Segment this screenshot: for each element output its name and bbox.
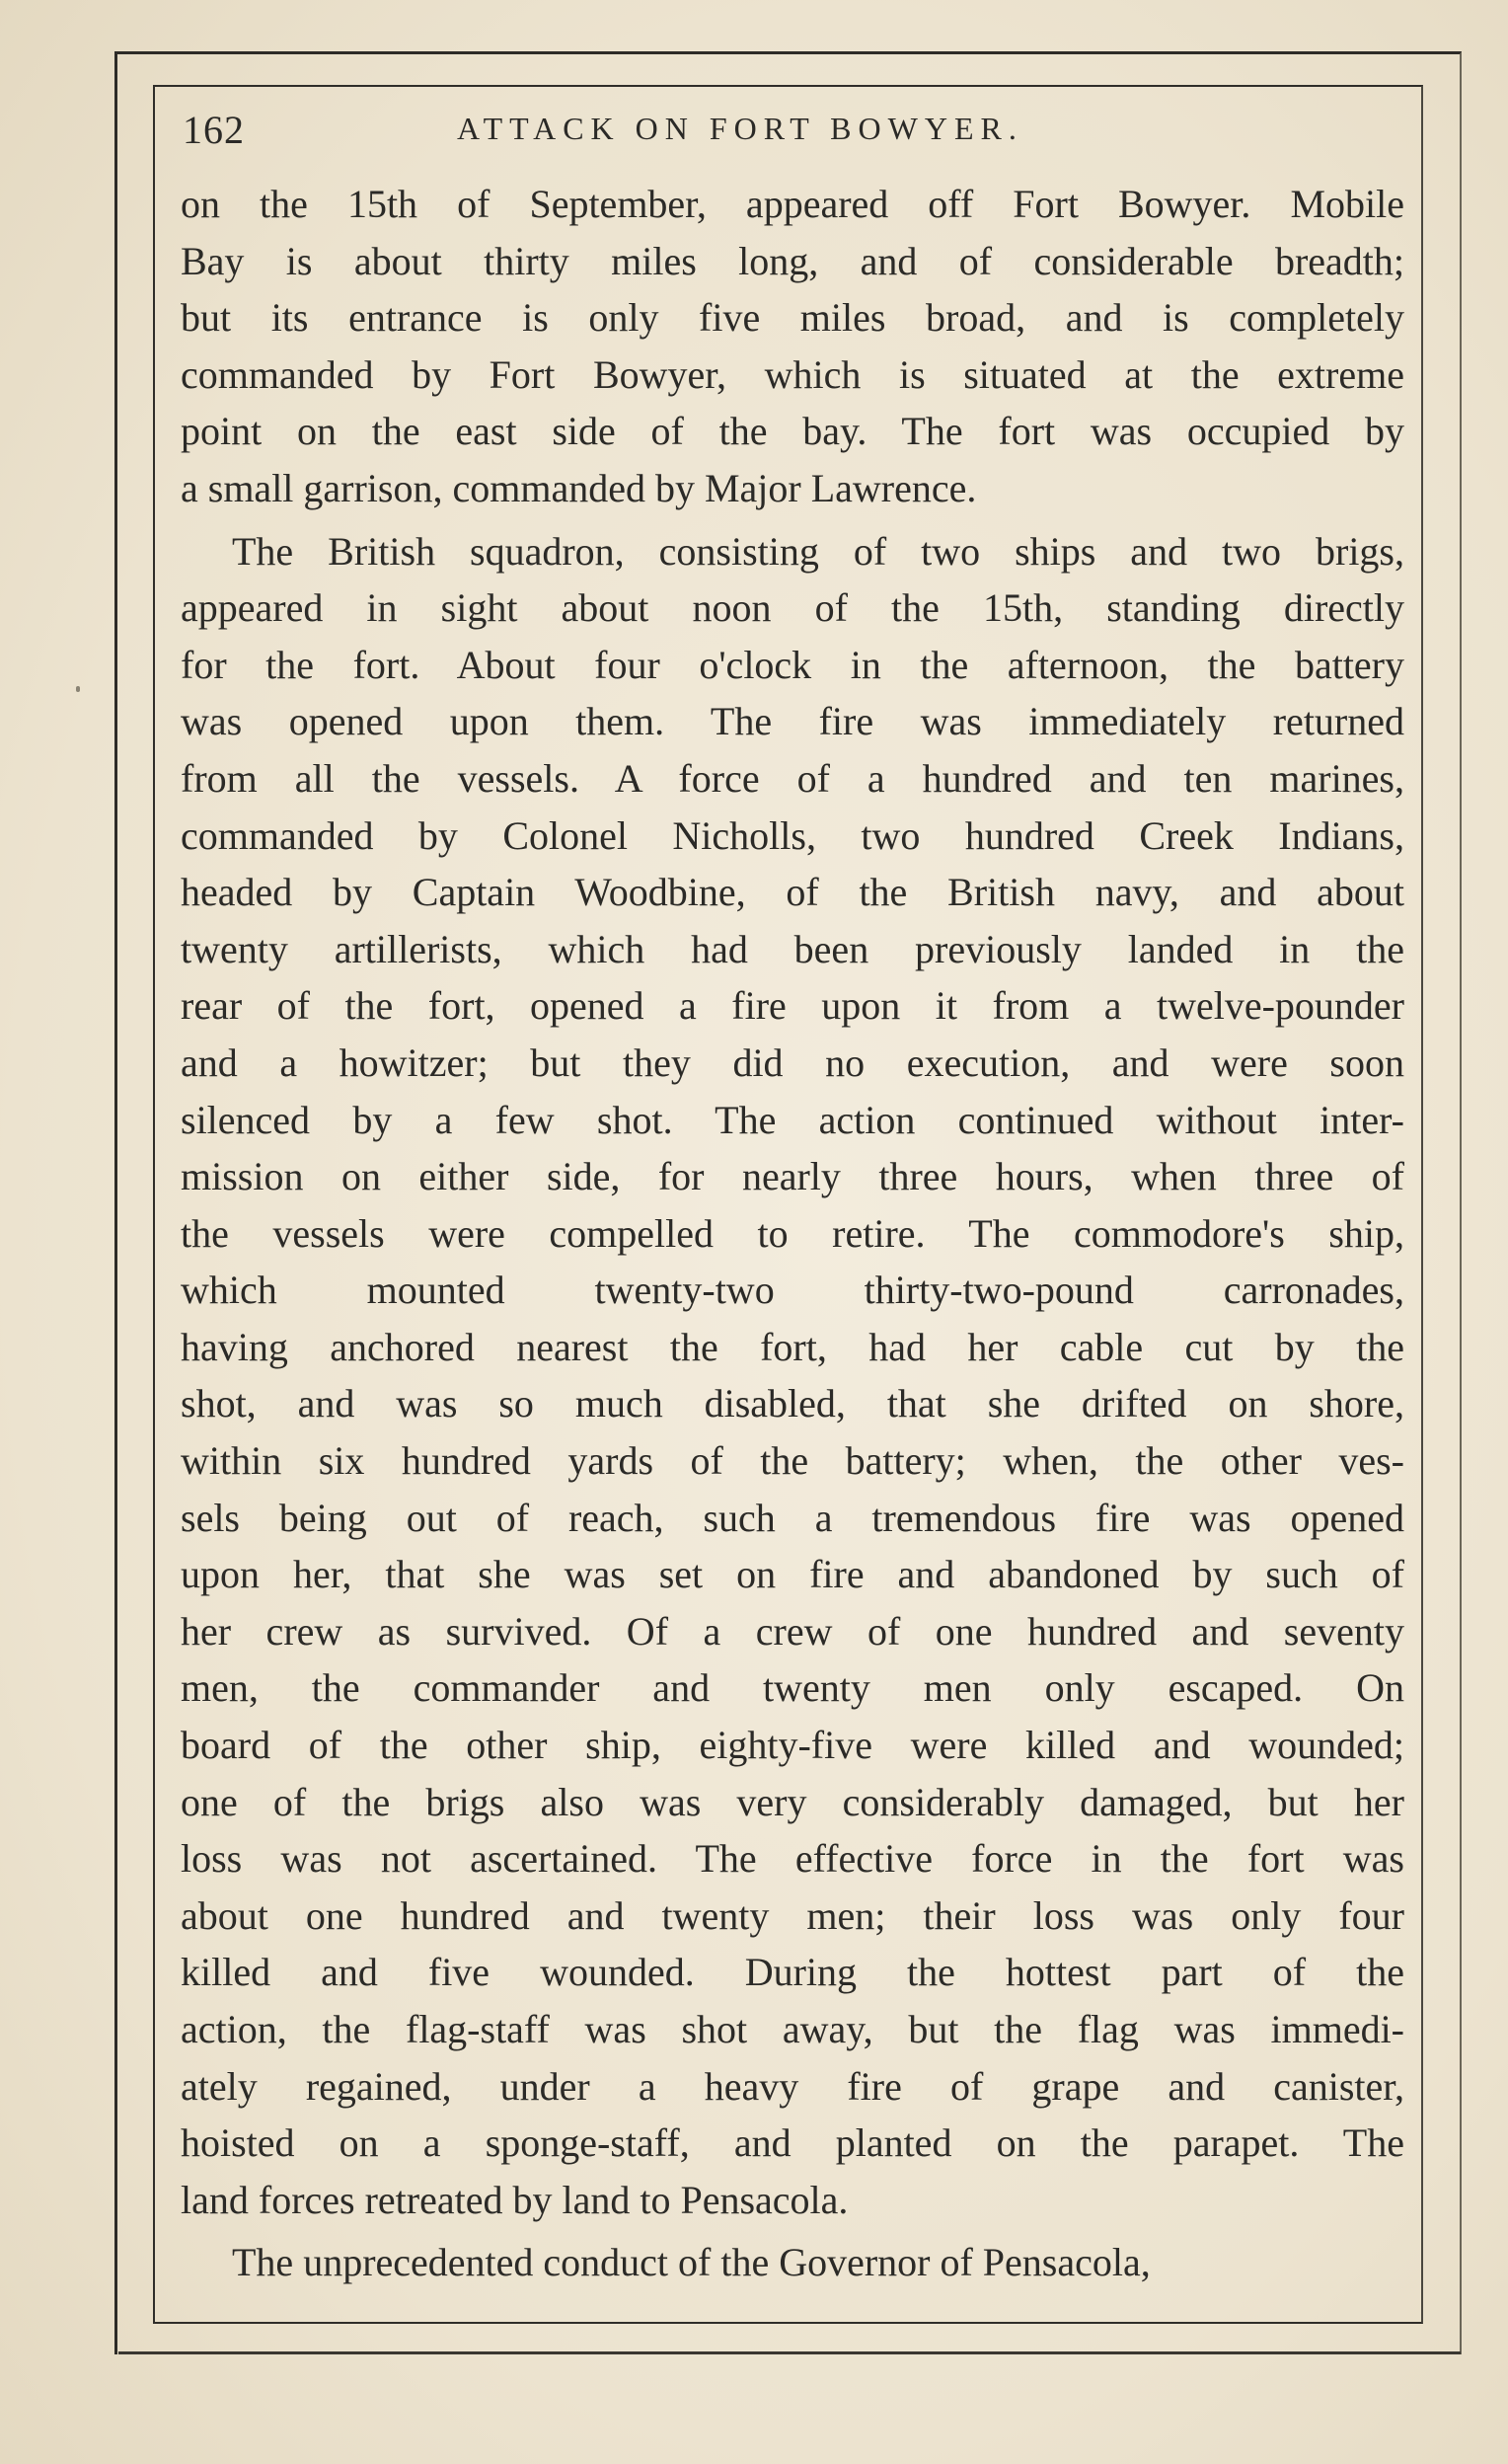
text-line: appeared in sight about noon of the 15th, standing directly — [181, 585, 1404, 631]
text-line: killed and five wounded. During the hottest part of the — [181, 1950, 1404, 1995]
bottom-rule — [118, 2351, 1461, 2354]
text-line: headed by Captain Woodbine, of the British navy, and about — [181, 870, 1404, 915]
page-header — [183, 107, 1406, 156]
text-line: ately regained, under a heavy fire of grape and canister, — [181, 2063, 1404, 2109]
text-line: silenced by a few shot. The action continued without inter- — [181, 1097, 1404, 1142]
text-line: from all the vessels. A force of a hundred and ten marines, — [181, 755, 1404, 801]
paragraph — [181, 2234, 1404, 2291]
text-line: land forces retreated by land to Pensacola. — [181, 2177, 849, 2222]
text-line: loss was not ascertained. The effective force in the fort was — [181, 1836, 1404, 1882]
body-text — [181, 176, 1404, 2291]
text-line: her crew as survived. Of a crew of one hundred and seventy — [181, 1608, 1404, 1654]
text-line: men, the commander and twenty men only escaped. On — [181, 1665, 1404, 1711]
text-line: Bay is about thirty miles long, and of considerable breadth; — [181, 238, 1404, 283]
running-title: ATTACK ON FORT BOWYER. — [457, 111, 1023, 146]
text-line: commanded by Fort Bowyer, which is situated at the extreme — [181, 351, 1404, 397]
text-line: within six hundred yards of the battery; when, the other ves- — [181, 1438, 1404, 1484]
text-line: hoisted on a sponge-staff, and planted on the parapet. The — [181, 2120, 1404, 2166]
text-line: sels being out of reach, such a tremendous fire was opened — [181, 1495, 1404, 1540]
text-line: twenty artillerists, which had been previously landed in the — [181, 926, 1404, 971]
text-line: was opened upon them. The fire was immediately returned — [181, 699, 1404, 744]
page-number: 162 — [183, 108, 245, 152]
margin-speck — [76, 686, 80, 692]
paragraph — [181, 176, 1404, 517]
text-line: a small garrison, commanded by Major Lawrence. — [181, 465, 977, 510]
text-line: shot, and was so much disabled, that she drifted on shore, — [181, 1381, 1404, 1426]
text-line: one of the brigs also was very considerably damaged, but her — [181, 1779, 1404, 1824]
text-line: The British squadron, consisting of two ships and two brigs, — [232, 528, 1404, 574]
text-line: action, the flag-staff was shot away, but the flag was immedi- — [181, 2007, 1404, 2051]
text-line: about one hundred and twenty men; their loss was only four — [181, 1892, 1404, 1938]
text-line: mission on either side, for nearly three hours, when three of — [181, 1154, 1404, 1199]
text-line: rear of the fort, opened a fire upon it from a twelve-pounder — [181, 983, 1404, 1029]
text-line: having anchored nearest the fort, had her cable cut by the — [181, 1324, 1404, 1369]
text-line: but its entrance is only five miles broad, and is completely — [181, 295, 1404, 341]
text-line: on the 15th of September, appeared off Fort Bowyer. Mobile — [181, 182, 1404, 226]
text-line: the vessels were compelled to retire. The commodore's ship, — [181, 1210, 1404, 1256]
text-line: which mounted twenty-two thirty-two-pound carronades, — [181, 1268, 1404, 1313]
text-line: for the fort. About four o'clock in the afternoon, the battery — [181, 642, 1404, 687]
text-line: upon her, that she was set on fire and abandoned by such of — [181, 1552, 1404, 1597]
text-line: The unprecedented conduct of the Governor of Pensacola, — [232, 2240, 1151, 2285]
paragraph — [181, 523, 1404, 2229]
text-line: point on the east side of the bay. The fort was occupied by — [181, 409, 1404, 454]
text-line: commanded by Colonel Nicholls, two hundred Creek Indians, — [181, 812, 1404, 858]
text-line: board of the other ship, eighty-five were killed and wounded; — [181, 1723, 1404, 1768]
text-line: and a howitzer; but they did no execution, and were soon — [181, 1040, 1404, 1085]
